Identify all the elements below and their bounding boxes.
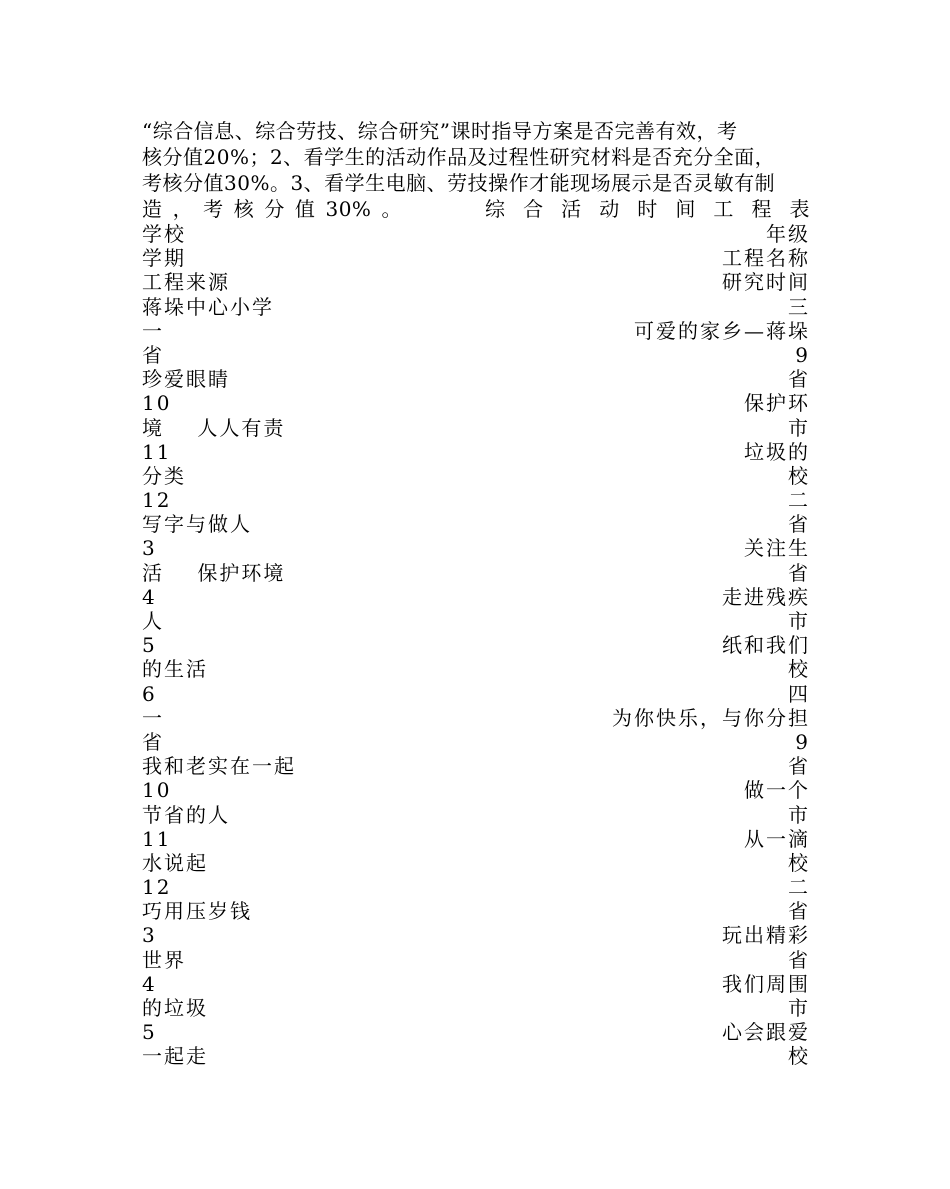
row-right-cell: 省 [788,512,810,537]
table-row [142,706,810,730]
row-right-cell: 垃圾的 [744,439,810,464]
row-left-cell: 活 保护环境 [142,560,286,585]
row-left-cell: 6 [142,681,157,706]
paragraph-line-4 [142,196,810,222]
table-row [142,440,810,464]
line4-char: 30% [325,197,372,221]
title-char: 工 [713,197,734,221]
row-right-cell: 省 [788,899,810,924]
row-left-cell: 4 [142,584,157,609]
table-row [142,923,810,947]
row-right-cell: 我们周围 [722,971,810,996]
table-row [142,633,810,657]
title-char: 活 [561,197,582,221]
row-right-cell: 工程名称 [722,246,810,271]
table-row [142,561,810,585]
row-right-cell: 三 [788,294,810,319]
row-left-cell: 学校 [142,222,186,246]
paragraph-line-1: “综合信息、综合劳技、综合研究”课时指导方案是否完善有效，考 [142,119,738,143]
table-row [142,948,810,972]
table-row [142,682,810,706]
row-left-cell: 省 [142,342,164,367]
row-right-cell: 四 [788,681,810,706]
table-row [142,851,810,875]
table-row [142,343,810,367]
table-row [142,391,810,415]
paragraph-line-4-text [142,196,402,222]
title-char: 时 [637,197,658,221]
row-left-cell: 的生活 [142,657,208,682]
row-right-cell: 校 [788,850,810,875]
title-char: 间 [675,197,696,221]
row-right-cell: 做一个 [744,778,810,803]
title-char: 综 [485,197,506,221]
row-right-cell: 二 [788,488,810,513]
row-right-cell: 省 [788,947,810,972]
row-left-cell: 蒋垛中心小学 [142,294,274,319]
row-left-cell: 一 [142,705,164,730]
row-left-cell: 珍爱眼睛 [142,367,230,392]
row-left-cell: 一 [142,318,164,343]
row-left-cell: 3 [142,923,157,948]
row-left-cell: 写字与做人 [142,512,252,537]
title-char: 程 [751,197,772,221]
row-right-cell: 从一滴 [744,826,810,851]
line4-char: 分 [264,197,285,221]
table-row [142,488,810,512]
row-right-cell: 可爱的家乡—蒋垛 [634,318,810,343]
row-left-cell: 工程来源 [142,270,230,295]
table-row [142,295,810,319]
table-row [142,778,810,802]
row-left-cell: 省 [142,729,164,754]
row-left-cell: 5 [142,633,157,658]
table-row [142,512,810,536]
row-right-cell: 市 [788,802,810,827]
row-right-cell: 9 [795,342,810,367]
row-left-cell: 巧用压岁钱 [142,899,252,924]
row-left-cell: 3 [142,536,157,561]
row-right-cell: 校 [788,463,810,488]
title-char: 动 [599,197,620,221]
line4-char: 考 [203,197,224,221]
row-right-cell: 省 [788,754,810,779]
table-row [142,585,810,609]
row-right-cell: 校 [788,1044,810,1069]
row-right-cell: 市 [788,996,810,1020]
row-right-cell: 保护环 [744,391,810,416]
row-left-cell: 11 [142,826,172,851]
table-row [142,657,810,681]
line4-char: 值 [294,197,316,221]
row-left-cell: 10 [142,391,172,416]
table-row [142,899,810,923]
table-row [142,367,810,391]
table-row [142,754,810,778]
row-right-cell: 二 [788,875,810,900]
row-left-cell: 12 [142,875,172,900]
table-row [142,996,810,1020]
row-right-cell: 心会跟爱 [722,1020,810,1045]
row-left-cell: 分类 [142,463,186,488]
table-row [142,972,810,996]
row-right-cell: 年级 [766,222,810,246]
row-left-cell: 10 [142,778,172,803]
row-right-cell: 省 [788,367,810,392]
schedule-title [485,196,810,222]
table-row [142,246,810,270]
row-left-cell: 11 [142,439,172,464]
row-right-cell: 校 [788,657,810,682]
table-row [142,827,810,851]
table-row [142,416,810,440]
title-char: 合 [523,197,544,221]
row-left-cell: 节省的人 [142,802,230,827]
row-left-cell: 12 [142,488,172,513]
table-row [142,319,810,343]
table-row [142,464,810,488]
row-left-cell: 世界 [142,947,186,972]
row-left-cell: 的垃圾 [142,996,208,1020]
line4-char: ， [172,197,194,221]
table-row [142,1044,810,1068]
table-row [142,270,810,294]
table-row [142,803,810,827]
row-right-cell: 市 [788,609,810,633]
table-row [142,1020,810,1044]
row-right-cell: 走进残疾 [722,584,810,609]
title-char: 表 [789,197,810,221]
row-left-cell: 5 [142,1020,157,1045]
table-row [142,222,810,246]
row-right-cell: 省 [788,560,810,585]
row-right-cell: 关注生 [744,536,810,561]
table-row [142,875,810,899]
row-right-cell: 研究时间 [722,270,810,295]
line4-char: 。 [381,197,402,221]
line4-char: 核 [233,197,255,221]
row-left-cell: 境 人人有责 [142,415,286,440]
row-left-cell: 4 [142,971,157,996]
row-left-cell: 一起走 [142,1044,208,1069]
table-row [142,730,810,754]
paragraph-line-3: 考核分值30%。3、看学生电脑、劳技操作才能现场展示是否灵敏有制 [142,171,776,195]
row-right-cell: 9 [795,729,810,754]
table-row [142,536,810,560]
row-right-cell: 为你快乐，与你分担 [612,705,810,730]
row-left-cell: 我和老实在一起 [142,754,296,779]
row-left-cell: 人 [142,609,164,633]
row-left-cell: 水说起 [142,850,208,875]
evaluation-paragraph [142,118,810,222]
document-page [142,118,810,1069]
row-right-cell: 市 [788,415,810,440]
paragraph-line-2: 核分值20%；2、看学生的活动作品及过程性研究材料是否充分全面， [142,145,776,169]
table-row [142,609,810,633]
row-right-cell: 纸和我们 [722,633,810,658]
row-right-cell: 玩出精彩 [722,923,810,948]
line4-char: 造 [142,197,163,221]
schedule-table [142,222,810,1069]
row-left-cell: 学期 [142,246,186,271]
